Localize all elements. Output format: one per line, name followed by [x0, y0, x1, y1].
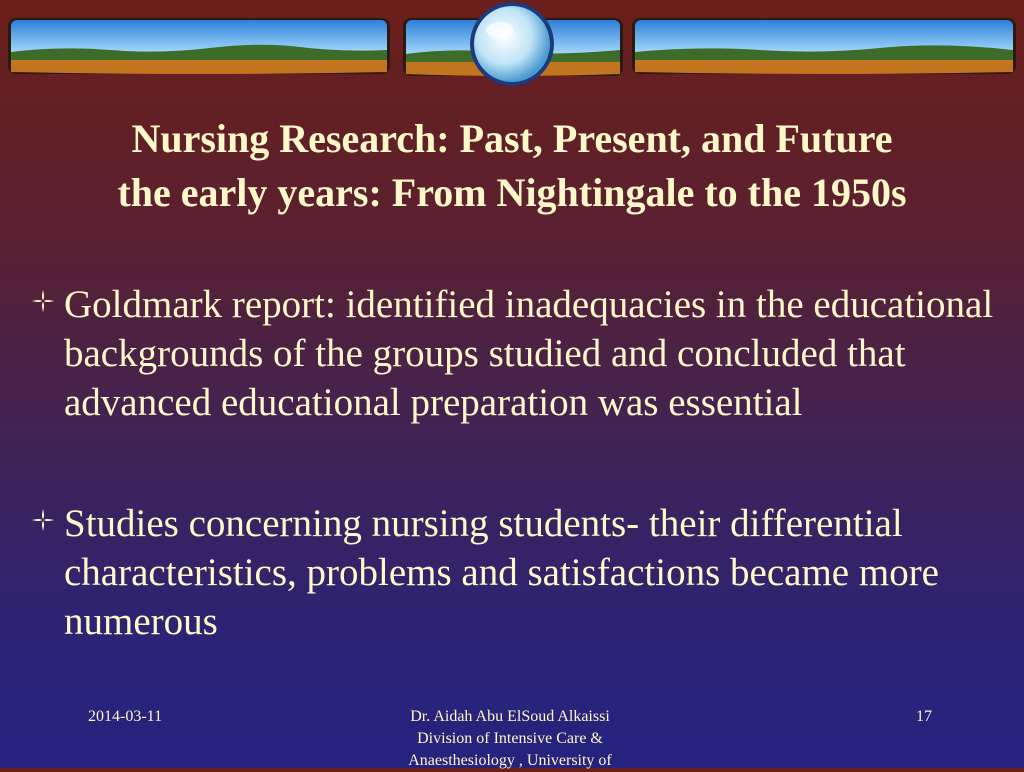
right-landscape-panel — [632, 18, 1016, 74]
footer-author — [350, 706, 670, 772]
slide-number: 17 — [916, 708, 932, 725]
diamond-bullet-icon — [30, 507, 56, 533]
footer-date: 2014-03-11 — [88, 708, 163, 725]
footer-author-line-1: Dr. Aidah Abu ElSoud Alkaissi — [410, 708, 610, 725]
diamond-bullet-icon — [30, 288, 56, 314]
bullet-list — [30, 280, 1010, 646]
footer-author-line-3: Anaesthesiology , University of — [408, 752, 612, 769]
globe-icon — [470, 2, 554, 86]
title-line-2: the early years: From Nightingale to the 1950s — [117, 170, 907, 215]
title-line-1: Nursing Research: Past, Present, and Future — [131, 116, 893, 161]
left-landscape-panel — [8, 18, 390, 74]
bullet-item-students — [30, 499, 1010, 646]
bullet-text: Studies concerning nursing students- their differential characteristics, problems and satisfactions became more numerous — [64, 502, 939, 643]
footer-author-line-2: Division of Intensive Care & — [417, 730, 603, 747]
slide-title — [0, 112, 1024, 220]
landscape-banner — [0, 0, 1024, 100]
bullet-text: Goldmark report: identified inadequacies in the educational backgrounds of the groups studied and concluded that advanced educational preparation was essential — [64, 283, 994, 424]
bullet-item-goldmark — [30, 280, 1010, 427]
